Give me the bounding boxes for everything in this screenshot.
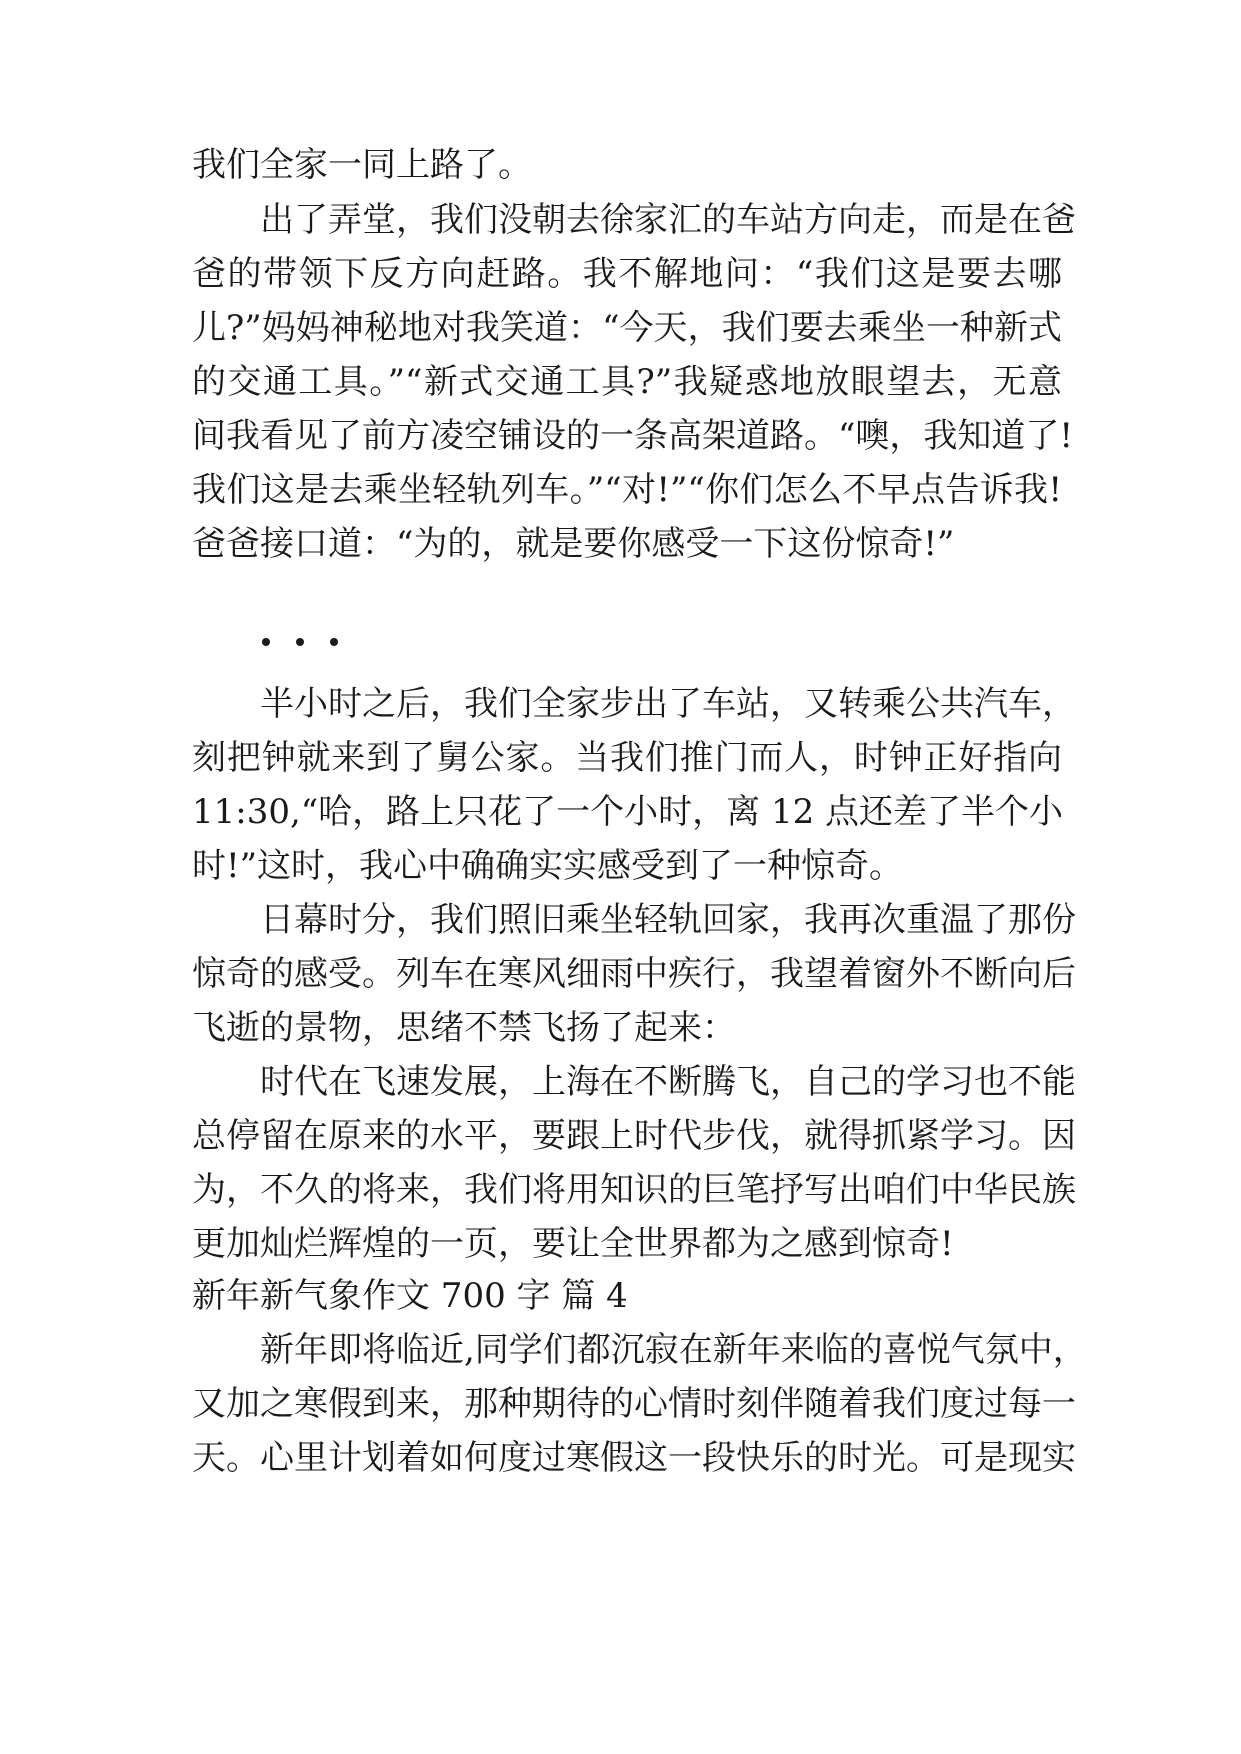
dot-icon	[330, 638, 338, 646]
text-line: 天。心里计划着如何度过寒假这一段快乐的时光。可是现实	[192, 1438, 1076, 1478]
text-line: 又加之寒假到来，那种期待的心情时刻伴随着我们度过每一	[192, 1384, 1076, 1424]
ellipsis-separator	[262, 632, 362, 652]
text-line: 我们全家一同上路了。	[192, 145, 532, 185]
section-heading: 新年新气象作文 700 字 篇 4	[192, 1276, 628, 1316]
dot-icon	[262, 638, 270, 646]
text-line: 爸的带领下反方向赶路。我不解地问：“我们这是要去哪	[192, 254, 1062, 294]
dot-icon	[296, 638, 304, 646]
text-line: 间我看见了前方凌空铺设的一条高架道路。“噢，我知道了!	[192, 416, 1074, 456]
text-line: 时代在飞速发展，上海在不断腾飞，自己的学习也不能	[260, 1062, 1076, 1102]
text-line: 飞逝的景物，思绪不禁飞扬了起来：	[192, 1008, 736, 1048]
text-line: 儿?”妈妈神秘地对我笑道：“今天，我们要去乘坐一种新式	[192, 308, 1062, 348]
text-line: 新年即将临近,同学们都沉寂在新年来临的喜悦气氛中，	[260, 1330, 1087, 1370]
text-line: 的交通工具。”“新式交通工具?”我疑惑地放眼望去，无意	[192, 362, 1062, 402]
text-line: 半小时之后，我们全家步出了车站，又转乘公共汽车，	[260, 684, 1076, 724]
text-line: 惊奇的感受。列车在寒风细雨中疾行，我望着窗外不断向后	[192, 954, 1076, 994]
text-line: 更加灿烂辉煌的一页，要让全世界都为之感到惊奇!	[192, 1224, 954, 1264]
text-line: 时!”这时，我心中确确实实感受到了一种惊奇。	[192, 846, 904, 886]
text-line: 日幕时分，我们照旧乘坐轻轨回家，我再次重温了那份	[260, 900, 1076, 940]
text-line: 出了弄堂，我们没朝去徐家汇的车站方向走，而是在爸	[260, 200, 1076, 240]
text-line: 为，不久的将来，我们将用知识的巨笔抒写出咱们中华民族	[192, 1170, 1076, 1210]
text-line: 11:30,“哈，路上只花了一个小时，离 12 点还差了半个小	[192, 792, 1064, 832]
text-line: 刻把钟就来到了舅公家。当我们推门而人，时钟正好指向	[192, 738, 1062, 778]
text-line: 爸爸接口道：“为的，就是要你感受一下这份惊奇!”	[192, 524, 955, 564]
text-line: 我们这是去乘坐轻轨列车。”“对!”“你们怎么不早点告诉我!	[192, 470, 1062, 510]
text-line: 总停留在原来的水平，要跟上时代步伐，就得抓紧学习。因	[192, 1116, 1076, 1156]
